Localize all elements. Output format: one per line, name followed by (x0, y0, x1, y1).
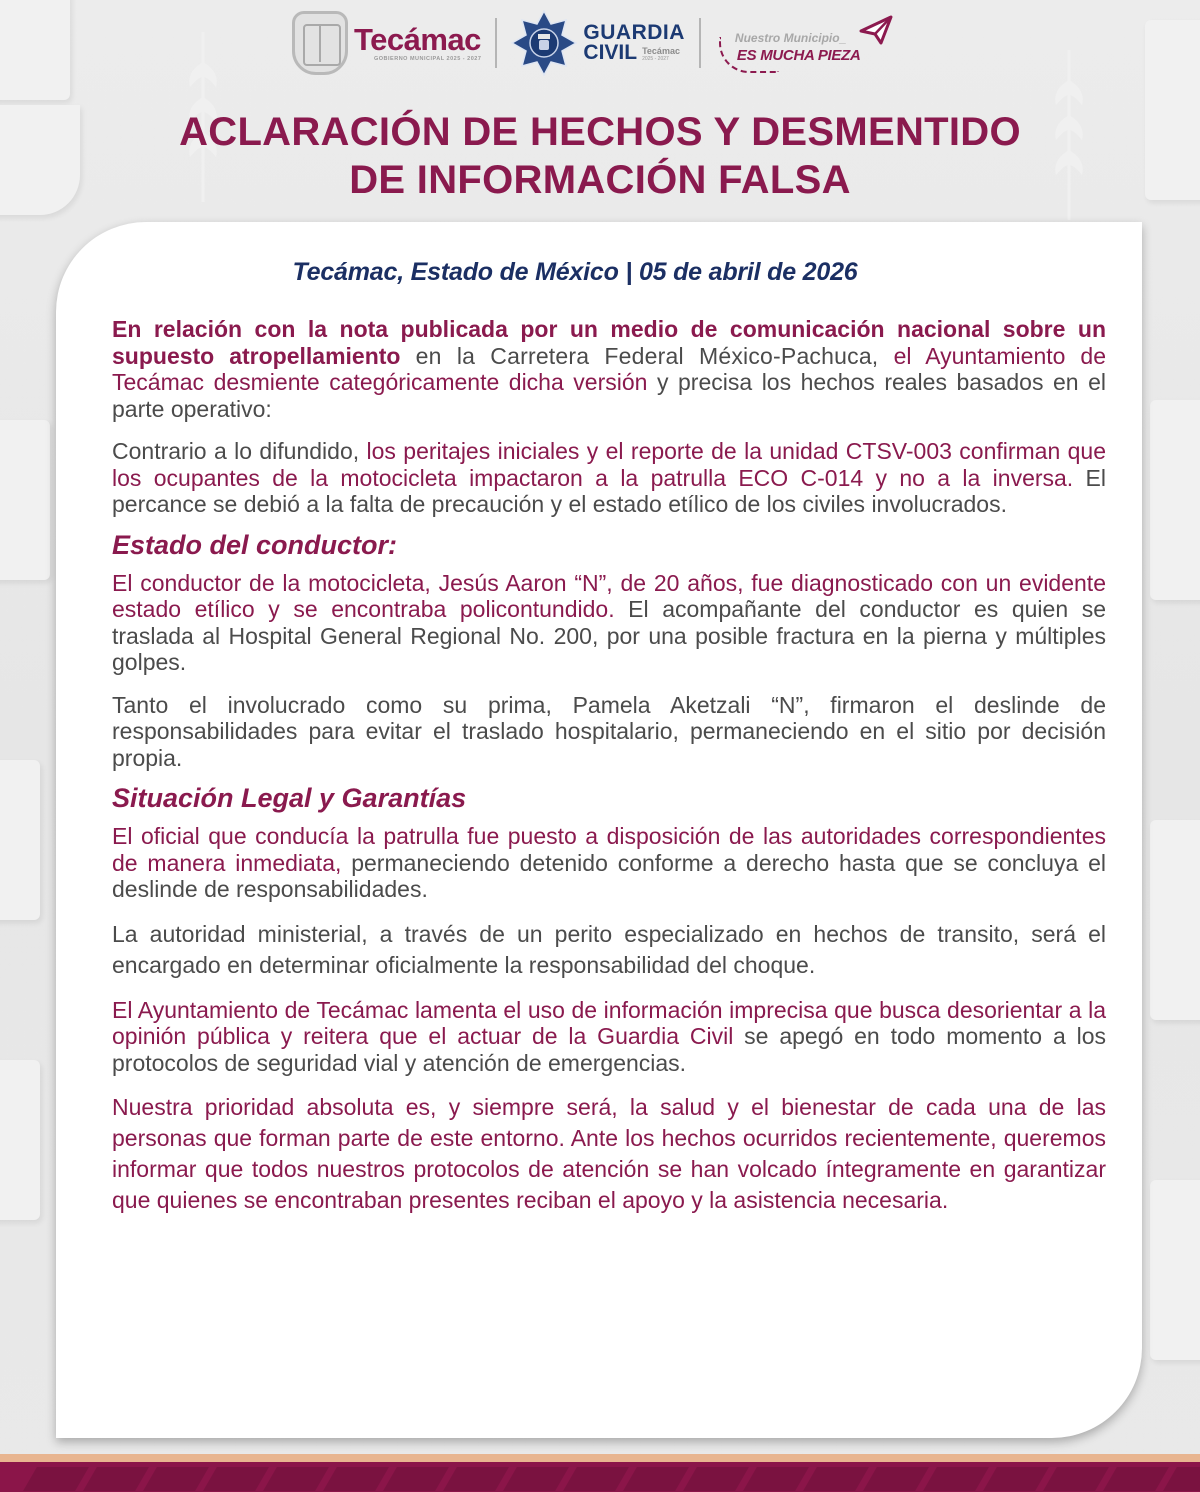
bg-decoration-building (1150, 820, 1200, 1020)
footer-stripe (503, 1467, 569, 1491)
paper-plane-icon (859, 15, 893, 45)
bg-decoration-building (1150, 400, 1200, 600)
footer-stripe (143, 1467, 209, 1491)
footer-stripe (803, 1467, 869, 1491)
officer-plain-text: permaneciendo detenido conforme a derecho hasta que se concluya el deslinde de responsabilidades. (112, 849, 1106, 902)
paragraph-driver (112, 570, 1106, 676)
footer-stripe (83, 1467, 149, 1491)
guardia-civil-line2: CIVIL (583, 41, 638, 64)
police-star-badge-icon (511, 10, 577, 76)
footer-stripe (1163, 1467, 1200, 1491)
slogan-logo (719, 13, 899, 73)
footer-stripe (683, 1467, 749, 1491)
tecamac-logo-name: Tecámac (354, 22, 481, 57)
driver-plain-text: El acompañante del conductor es quien se traslada al Hospital General Regional No. 200, por una posible fractura en la pierna y múltiples golpes. (112, 596, 1106, 675)
tecamac-logo-subtitle: GOBIERNO MUNICIPAL 2025 - 2027 (374, 56, 482, 62)
findings-plain-text-2: El percance se debió a la falta de precaución y el estado etílico de los civiles involucrados. (112, 464, 1106, 517)
footer-stripe (623, 1467, 689, 1491)
footer-band (0, 1462, 1200, 1492)
guardia-civil-side-years: 2025 - 2027 (642, 56, 669, 62)
ayuntamiento-plain-text: se apegó en todo momento a los protocolos de seguridad vial y atención de emergencias. (112, 1023, 1106, 1076)
title-line2: DE INFORMACIÓN FALSA (349, 158, 851, 202)
coat-of-arms-icon (292, 11, 348, 75)
guardia-civil-side-label: Tecámac (642, 46, 680, 56)
footer-stripe (743, 1467, 809, 1491)
paragraph-intro (112, 316, 1106, 422)
heading-driver-status: Estado del conductor: (112, 529, 398, 560)
tecamac-logo (354, 24, 481, 62)
footer-stripe (563, 1467, 629, 1491)
slogan-line1: Nuestro Municipio_ (734, 31, 847, 45)
intro-accent-text: el Ayuntamiento de Tecámac desmiente categóricamente dicha versión (112, 342, 1106, 395)
bg-decoration-hand (0, 0, 70, 100)
intro-bold-text: En relación con la nota publicada por un medio de comunicación nacional sobre un supuesto atropellamiento (112, 316, 1106, 369)
logo-divider (699, 18, 701, 68)
bg-decoration-book (0, 420, 50, 580)
officer-accent-text: El oficial que conducía la patrulla fue puesto a disposición de las autoridades correspondientes de manera inmediata, (112, 823, 1106, 876)
footer-stripe (923, 1467, 989, 1491)
paragraph-ayuntamiento (112, 997, 1106, 1077)
footer-stripe (983, 1467, 1049, 1491)
guardia-civil-line1: GUARDIA (583, 21, 685, 44)
heading-legal-situation: Situación Legal y Garantías (112, 783, 467, 813)
paragraph-waiver: Tanto el involucrado como su prima, Pamela Aketzali “N”, firmaron el deslinde de responsabilidades para evitar el traslado hospitalario, permaneciendo en el sitio por decisión propia. (112, 691, 1106, 771)
bg-decoration-book (0, 1060, 40, 1220)
footer-stripe (263, 1467, 329, 1491)
footer-stripe (23, 1467, 89, 1491)
findings-plain-text: Contrario a lo difundido, (112, 438, 367, 464)
footer-stripe (323, 1467, 389, 1491)
footer-stripe (1043, 1467, 1109, 1491)
paragraph-findings (112, 438, 1106, 518)
footer-stripe (1103, 1467, 1169, 1491)
logo-divider (495, 18, 497, 68)
title-line1: ACLARACIÓN DE HECHOS Y DESMENTIDO (179, 110, 1021, 154)
footer-accent-line (0, 1454, 1200, 1462)
driver-accent-text: El conductor de la motocicleta, Jesús Aaron “N”, de 20 años, fue diagnosticado con un evidente estado etílico y se encontraba policontundido. (112, 569, 1106, 622)
footer-stripe (383, 1467, 449, 1491)
bg-decoration-building (1150, 1180, 1200, 1360)
dateline: Tecámac, Estado de México | 05 de abril de 2026 (292, 258, 858, 286)
paragraph-priority: Nuestra prioridad absoluta es, y siempre será, la salud y el bienestar de cada una de las personas que forman parte de este entorno. Ante los hechos ocurridos recientemente, queremos informar que todos nuestros protocolos de atención se han volcado íntegramente en garantizar que quienes se encontraban presentes reciban el apoyo y la asistencia necesaria. (112, 1094, 1106, 1213)
intro-plain-text-2: y precisa los hechos reales basados en el parte operativo: (112, 369, 1106, 422)
header-logos (292, 8, 899, 78)
bg-decoration-book (0, 760, 40, 920)
guardia-civil-logo (583, 23, 685, 63)
intro-plain-text: en la Carretera Federal México-Pachuca, (400, 342, 894, 369)
slogan-line2: ES MUCHA PIEZA (736, 47, 861, 64)
paragraph-ministerial: La autoridad ministerial, a través de un perito especializado en hechos de transito, será el encargado en determinar oficialmente la responsabilidad del choque. (112, 920, 1106, 978)
paragraph-officer (112, 823, 1106, 903)
ayuntamiento-accent-text: El Ayuntamiento de Tecámac lamenta el uso de información imprecisa que busca desorientar a la opinión pública y reitera que el actuar de la Guardia Civil (112, 996, 1106, 1049)
footer-stripe (203, 1467, 269, 1491)
statement-body (112, 316, 1106, 1232)
footer-stripe (443, 1467, 509, 1491)
footer-stripe (863, 1467, 929, 1491)
page-title (0, 108, 1200, 204)
findings-accent-text: los peritajes iniciales y el reporte de la unidad CTSV-003 confirman que los ocupantes de la motocicleta impactaron a la patrulla ECO C-014 y no a la inversa. (112, 438, 1106, 491)
